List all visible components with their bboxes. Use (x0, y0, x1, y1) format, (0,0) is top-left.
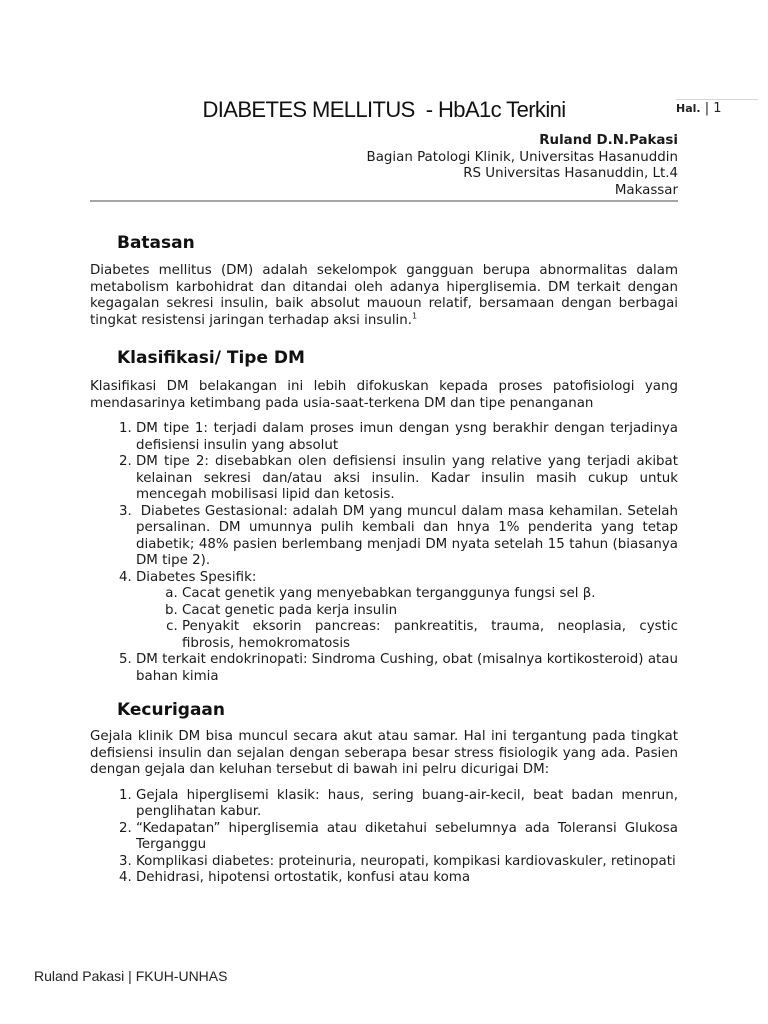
sub-list-item (182, 603, 678, 620)
sub-list-item-text: Penyakit eksorin pancreas: pankreatitis, trauma, neoplasia, cystic fibrosis, hemokromatosis (182, 619, 678, 651)
batasan-paragraph (90, 263, 678, 329)
header-divider (90, 200, 678, 202)
page-number: 1 (713, 101, 722, 116)
list-item (136, 821, 678, 854)
list-item-text: Diabetes Spesifik: (136, 569, 257, 585)
document-title (0, 96, 768, 124)
list-item (136, 854, 678, 871)
list-item (136, 454, 678, 504)
sub-list-item (182, 619, 678, 652)
page-footer: Ruland Pakasi | FKUH-UNHAS (34, 968, 228, 984)
klasifikasi-list (90, 421, 683, 685)
list-item-text: DM tipe 1: terjadi dalam proses imun dengan ysng berakhir dengan terjadinya defisiensi insulin yang absolut (136, 421, 678, 453)
affiliation-line: Bagian Patologi Klinik, Universitas Hasanuddin (366, 149, 678, 165)
list-item (136, 870, 678, 887)
klasifikasi-intro: Klasifikasi DM belakangan ini lebih difokuskan kepada proses patofisiologi yang mendasarinya ketimbang pada usia-saat-terkena DM dan tipe penanganan (90, 379, 678, 411)
list-item (136, 421, 678, 454)
document-body (90, 232, 683, 887)
sub-list-item-text: Cacat genetik yang menyebabkan terganggunya fungsi sel β. (182, 586, 596, 601)
list-item (136, 788, 678, 821)
document-title-text: DIABETES MELLITUS - HbA1c Terkini (202, 97, 566, 122)
footnote-ref: 1 (412, 311, 418, 321)
list-item-text: Diabetes Gestasional: adalah DM yang muncul dalam masa kehamilan. Setelah persalinan. DM umunnya pulih kembali dan hnya 1% penderita yang tetap diabetik; 48% pasien berlembang menjadi DM nyata setelah 15 tahun (biasanya DM tipe 2). (136, 503, 683, 568)
section-heading-klasifikasi: Klasifikasi/ Tipe DM (117, 348, 305, 368)
author-name: Ruland D.N.Pakasi (539, 133, 678, 148)
page-label: Hal. (676, 102, 701, 115)
kecurigaan-intro: Gejala klinik DM bisa muncul secara akut atau samar. Hal ini tergantung pada tingkat defisiensi insulin dan sejalan dengan seberapa besar stress fisiologik yang ada. Pasien dengan gejala dan keluhan tersebut di bawah ini pelru dicurigai DM: (90, 729, 678, 777)
list-item-text: Gejala hiperglisemi klasik: haus, sering buang-air-kecil, beat badan menrun, penglihatan kabur. (136, 787, 678, 819)
list-item-text: DM tipe 2: disebabkan olen defisiensi insulin yang relative yang terjadi akibat kelainan sekresi dan/atau aksi insulin. Kadar insulin masih cukup untuk mencegah mobilisasi lipid dan ketosis. (136, 454, 678, 502)
affiliation-line: Makassar (614, 182, 678, 198)
batasan-text: Diabetes mellitus (DM) adalah sekelompok gangguan berupa abnormalitas dalam metabolism karbohidrat dan ditandai oleh adanya hiperglisemia. DM terkait dengan kegagalan sekresi insulin, baik absolut mauoun relatif, bersamaan dengan berbagai tingkat resistensi jaringan terhadap aksi insulin. (90, 263, 678, 328)
list-item (136, 652, 678, 685)
list-item (136, 503, 683, 570)
kecurigaan-list (90, 788, 678, 887)
section-heading-kecurigaan: Kecurigaan (117, 700, 226, 720)
affiliation-line: RS Universitas Hasanuddin, Lt.4 (463, 166, 678, 181)
sub-list (136, 586, 678, 652)
list-item (136, 570, 678, 653)
sub-list-item (182, 586, 678, 603)
list-item-text: Komplikasi diabetes: proteinuria, neuropati, kompikasi kardiovaskuler, retinopati (136, 853, 676, 869)
author-block (90, 133, 678, 199)
section-heading-batasan: Batasan (117, 233, 195, 253)
list-item-text: Dehidrasi, hipotensi ortostatik, konfusi atau koma (136, 870, 471, 885)
list-item-text: “Kedapatan” hiperglisemia atau diketahui sebelumnya ada Toleransi Glukosa Terganggu (136, 820, 678, 852)
sub-list-item-text: Cacat genetic pada kerja insulin (182, 602, 398, 618)
page-separator: | (704, 101, 710, 116)
list-item-text: DM terkait endokrinopati: Sindroma Cushing, obat (misalnya kortikosteroid) atau bahan kimia (136, 652, 678, 684)
